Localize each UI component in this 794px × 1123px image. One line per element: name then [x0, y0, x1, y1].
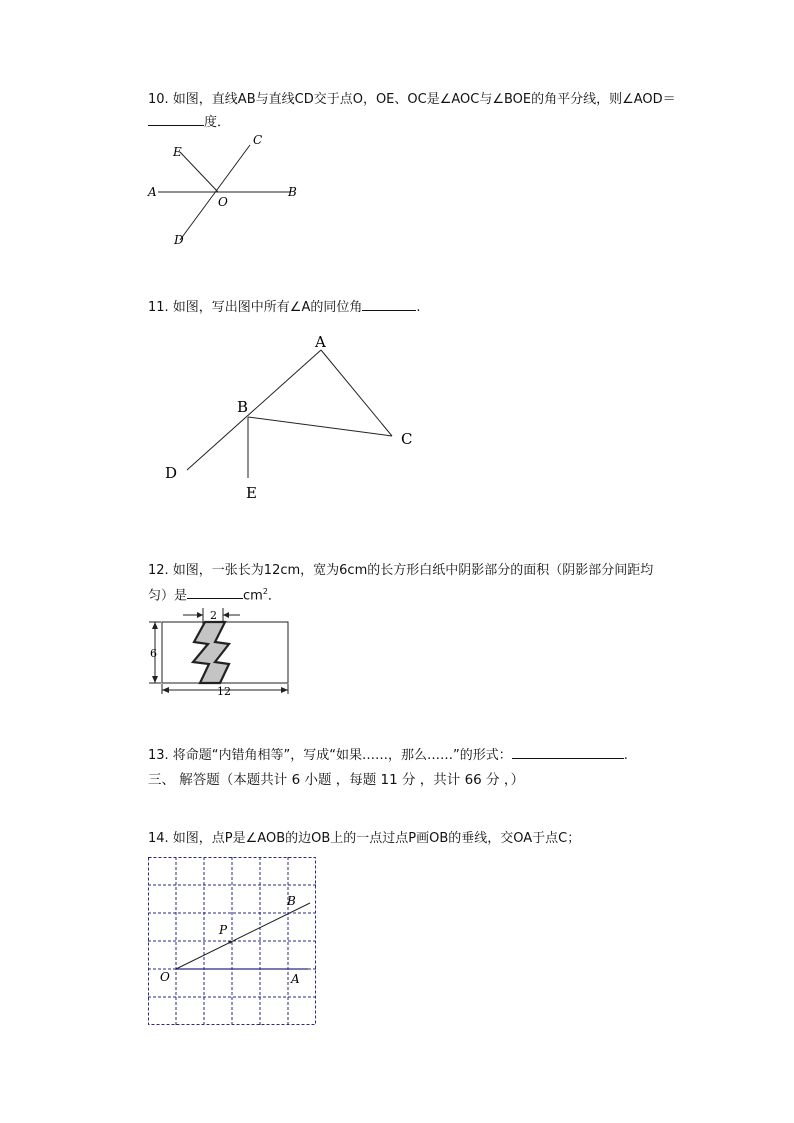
- q13-answer-blank[interactable]: [512, 744, 624, 759]
- q10-label-o: O: [218, 195, 228, 209]
- q11-label-c: C: [401, 430, 413, 448]
- q10-label-b: B: [288, 185, 297, 199]
- q12-unit: cm: [243, 588, 263, 604]
- q11-label-e: E: [246, 484, 257, 502]
- q14-label-b: B: [287, 894, 296, 908]
- q12-end: ．: [267, 588, 281, 604]
- q10-figure: [140, 130, 310, 255]
- q11-figure: [160, 330, 430, 510]
- q12-label-width-top: 2: [210, 609, 217, 622]
- q14-label-o: O: [160, 970, 170, 984]
- q14-label-a: A: [291, 972, 300, 986]
- q10-label-a: A: [148, 185, 157, 199]
- q12-label-height: 6: [150, 647, 157, 660]
- q12-label-length: 12: [217, 685, 231, 698]
- q13-stem: 13. 将命题“内错角相等”，写成“如果……，那么……”的形式：: [148, 748, 512, 763]
- q10-label-d: D: [174, 233, 184, 247]
- q11-answer-blank[interactable]: [362, 296, 416, 311]
- q14-stem: 14. 如图，点P是∠AOB的边OB上的一点过点P画OB的垂线，交OA于点C；: [148, 831, 581, 846]
- q11-stem: 11. 如图，写出图中所有∠A的同位角: [148, 300, 363, 315]
- section-3-heading: [148, 770, 524, 790]
- q14-label-p: P: [219, 923, 228, 937]
- q12-unit-exponent: 2: [262, 587, 268, 596]
- q12-line2-start: 匀）是: [148, 588, 188, 604]
- section-3-title: 三、 解答题（本题共计 6 小题 ，每题 11 分 ，共计 66 分 ，）: [148, 772, 525, 788]
- q11-end: .: [416, 300, 421, 315]
- q12-line1: 12. 如图，一张长为12cm，宽为6cm的长方形白纸中阴影部分的面积（阴影部分间距均: [148, 563, 654, 578]
- question-11-text: [148, 296, 421, 318]
- question-12-text: [148, 561, 653, 581]
- q12-answer-blank[interactable]: [187, 584, 243, 599]
- question-13-text: [148, 744, 628, 766]
- q11-label-a: A: [315, 333, 326, 351]
- question-10-text: [148, 90, 676, 110]
- q11-label-b: B: [237, 398, 249, 416]
- q10-unit: 度．: [204, 115, 231, 130]
- q12-figure: [145, 604, 305, 704]
- q11-label-d: D: [165, 464, 178, 482]
- question-14-text: [148, 829, 580, 849]
- q13-end: .: [623, 748, 628, 763]
- question-12-answer-line: [148, 582, 281, 606]
- q14-figure: [148, 857, 318, 1027]
- q10-label-c: C: [253, 133, 263, 147]
- q10-answer-blank[interactable]: [148, 111, 204, 126]
- q10-label-e: E: [173, 145, 182, 159]
- q10-stem: 10. 如图，直线AB与直线CD交于点O，OE、OC是∠AOC与∠BOE的角平分线，则∠AOD＝: [148, 92, 676, 107]
